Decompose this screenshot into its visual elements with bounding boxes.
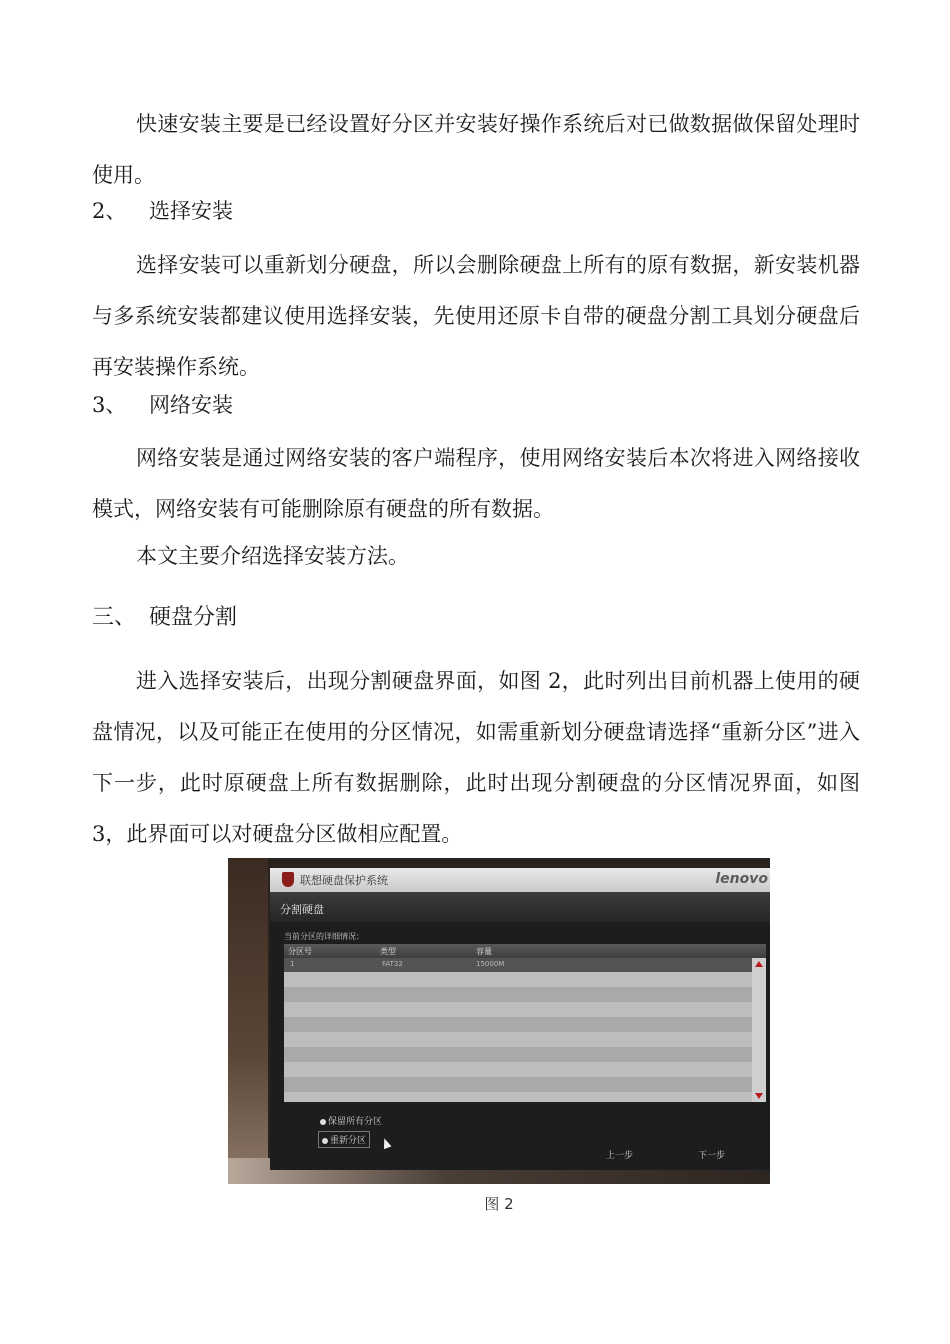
select-install-paragraph: 选择安装可以重新划分硬盘，所以会删除硬盘上所有的原有数据，新安装机器与多系统安装都建议使用选择安装，先使用还原卡自带的硬盘分割工具划分硬盘后再安装操作系统。 — [92, 253, 860, 379]
table-cell: 1 — [290, 960, 295, 968]
empty-row — [284, 987, 752, 1002]
heading-number: 2、 — [92, 199, 127, 223]
radio-label: 保留所有分区 — [328, 1117, 383, 1127]
keep-partitions-radio[interactable] — [320, 1114, 382, 1127]
radio-selected-icon — [322, 1138, 328, 1144]
empty-row — [284, 1077, 752, 1092]
heading-text: 选择安装 — [149, 199, 233, 223]
next-button[interactable]: 下一步 — [698, 1151, 726, 1161]
scrollbar[interactable] — [752, 958, 766, 1102]
window-titlebar — [270, 868, 770, 892]
summary-paragraph: 本文主要介绍选择安装方法。 — [136, 544, 409, 568]
partition-paragraph: 进入选择安装后，出现分割硬盘界面，如图 2，此时列出目前机器上使用的硬盘情况，以及可能正在使用的分区情况，如需重新划分硬盘请选择“重新分区”进入下一步，此时原硬盘上所有数据删除，此时出现分割硬盘的分区情况界面，如图 3，此界面可以对硬盘分区做相应配置。 — [92, 669, 860, 846]
heading-select-install — [92, 196, 233, 226]
section-title: 分割硬盘 — [280, 903, 324, 916]
photo-background — [228, 858, 268, 1184]
section-header — [270, 892, 770, 922]
mouse-cursor-icon — [381, 1137, 392, 1149]
empty-row — [284, 1047, 752, 1062]
intro-paragraph: 快速安装主要是已经设置好分区并安装好操作系统后对已做数据做保留处理时使用。 — [92, 112, 860, 187]
heading-text: 硬盘分割 — [149, 605, 238, 630]
brand-logo: lenovo — [715, 871, 768, 887]
detail-label: 当前分区的详细情况： — [284, 932, 364, 941]
partition-table — [284, 944, 766, 1102]
empty-row — [284, 1017, 752, 1032]
scroll-down-icon[interactable] — [755, 1093, 763, 1099]
radio-label: 重新分区 — [330, 1136, 367, 1146]
column-header: 容量 — [476, 947, 492, 956]
figure-photo — [228, 858, 770, 1184]
repartition-radio[interactable] — [318, 1131, 370, 1148]
table-cell: 15000M — [476, 960, 505, 968]
heading-number: 3、 — [92, 393, 127, 417]
heading-text: 网络安装 — [149, 393, 233, 417]
column-header: 类型 — [380, 947, 396, 956]
heading-network-install — [92, 390, 233, 420]
heading-disk-partition — [92, 603, 237, 633]
radio-icon — [320, 1119, 326, 1125]
table-header — [284, 944, 766, 958]
column-header: 分区号 — [288, 947, 312, 956]
shield-icon — [282, 872, 294, 887]
figure-caption: 图 2 — [484, 1195, 514, 1213]
table-cell: FAT32 — [382, 960, 403, 968]
monitor-screen — [270, 868, 770, 1170]
table-row[interactable] — [284, 958, 752, 972]
window-title: 联想硬盘保护系统 — [300, 874, 388, 887]
heading-number: 三、 — [92, 605, 137, 630]
network-install-paragraph: 网络安装是通过网络安装的客户端程序，使用网络安装后本次将进入网络接收模式，网络安装有可能删除原有硬盘的所有数据。 — [92, 446, 860, 521]
scroll-up-icon[interactable] — [755, 961, 763, 967]
prev-button[interactable]: 上一步 — [606, 1151, 634, 1161]
